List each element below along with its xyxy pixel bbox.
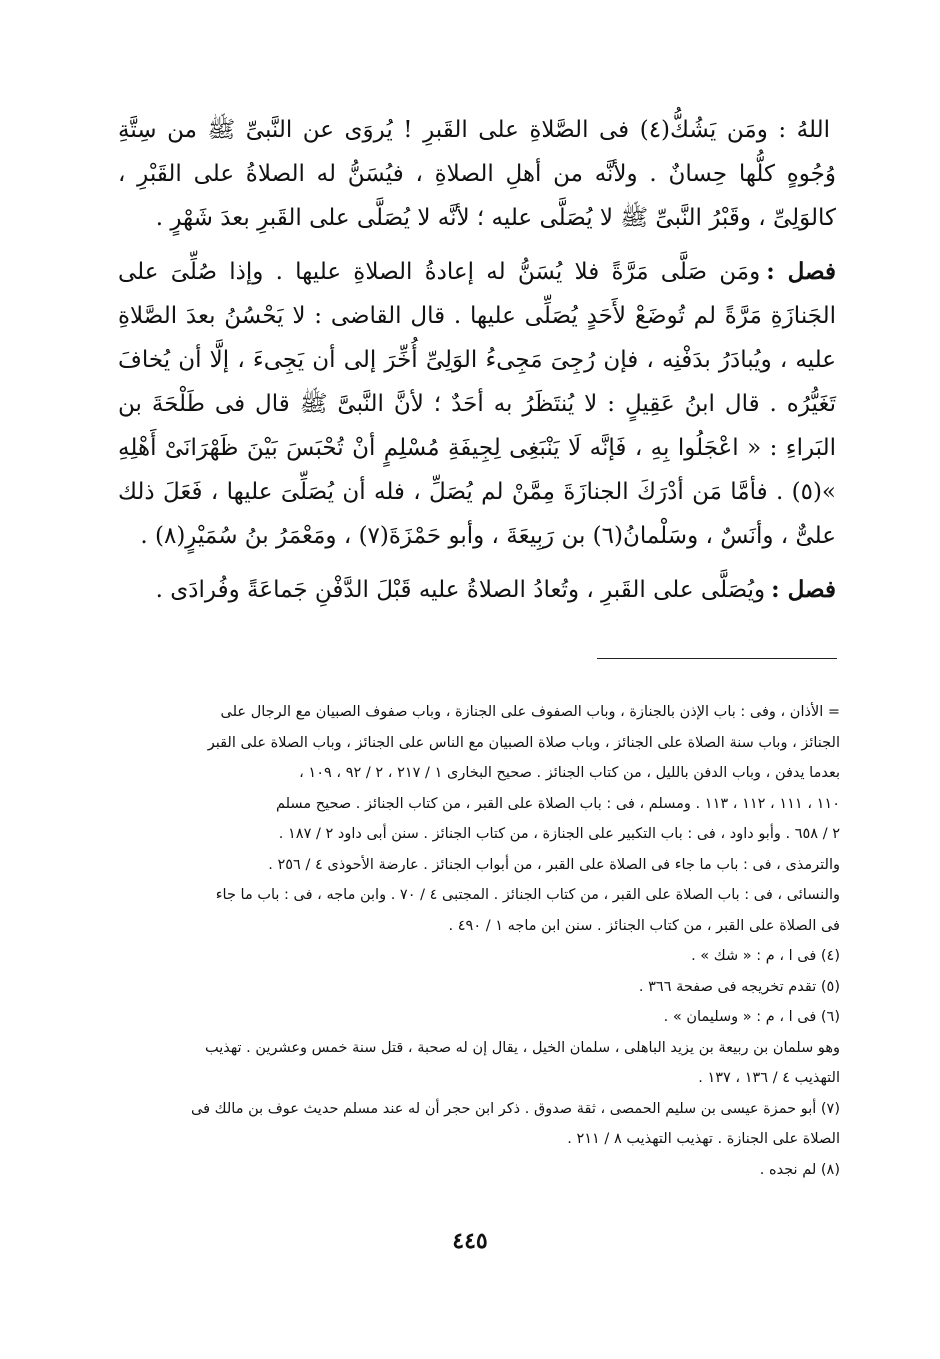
footnotes xyxy=(128,697,840,1185)
paragraph-heading: فصل : xyxy=(766,258,836,285)
footnote-line: والنسائى ، فى : باب الصلاة على القبر ، من كتاب الجنائز . المجتبى ٤ / ٧٠ . وابن ماجه ، فى : باب ما جاء xyxy=(215,887,840,903)
paragraph-1 xyxy=(118,108,836,240)
page-number: ٤٤٥ xyxy=(452,1228,488,1254)
footnote-8: (٨) لم نجده . xyxy=(759,1161,840,1178)
footnote-line: التهذيب ٤ / ١٣٦ ، ١٣٧ . xyxy=(698,1070,840,1086)
footnote-line: الصلاة على الجنازة . تهذيب التهذيب ٨ / ٢١١ . xyxy=(567,1131,840,1147)
paragraph-text: ومَن صَلَّى مَرَّةً فلا يُسَنُّ له إعادةُ الصلاةِ عليها . وإذا صُلِّىَ على الجَنازَةِ مَرَّةً لم تُوضَعْ لأَحَدٍ يُصَلِّى عليها . قال القاضى : لا يَحْسُنُ بعدَ الصَّلاةِ عليه ، ويُبادَرُ بدَفْنِه ، فإن رُجِىَ مَجِىءُ الوَلِىِّ أُخِّرَ إلى أن يَجِىءَ ، إلَّا أن يُخافَ تَغَيُّرُه . قال ابنُ عَقِيلٍ : لا يُنتَظَرُ به أحَدٌ ؛ لأنَّ النَّبىَّ ﷺ قال فى طَلْحَةَ بن البَراءِ : « اعْجَلُوا بِهِ ، فَإنَّه لَا يَنْبَغِى لِجِيفَةِ مُسْلِمٍ أنْ تُحْبَسَ بَيْنَ ظَهْرَانَىْ أَهْلِهِ »(٥) . فأمَّا مَن أدْرَكَ الجنازَةَ مِمَّنْ لم يُصَلِّ ، فله أن يُصَلِّىَ عليها ، فَعَلَ ذلك علىٌّ ، وأنَسٌ ، وسَلْمانُ(٦) بن رَبِيعَةَ ، وأبو حَمْزَةَ(٧) ، ومَعْمَرُ بنُ سُمَيْرٍ(٨) . xyxy=(118,259,836,549)
footnote-line: وهو سلمان بن ربيعة بن يزيد الباهلى ، سلمان الخيل ، يقال إن له صحبة ، قتل سنة خمس وعشرين . تهذيب xyxy=(204,1039,840,1056)
paragraph-heading: فصل : xyxy=(771,576,836,603)
paragraph-3 xyxy=(118,568,836,612)
footnote-line: الجنائز ، وباب سنة الصلاة على الجنائز ، وباب صلاة الصبيان مع الناس على الجنائز ، وباب الصلاة على القبر xyxy=(207,734,840,751)
paragraph-text: اللهُ : ومَن يَشُكُّ(٤) فى الصَّلاةِ على القَبرِ ! يُروَى عن النَّبىِّ ﷺ من سِتَّةِ وُجُوهٍ كلُّها حِسانٌ . ولأنَّه من أهلِ الصلاةِ ، فيُسَنُّ له الصلاةُ على القَبْرِ ، كالوَلِىِّ ، وقَبْرُ النَّبىِّ ﷺ لا يُصَلَّى عليه ؛ لأنَّه لا يُصَلَّى على القَبرِ بعدَ شَهْرٍ . xyxy=(118,117,836,231)
paragraph-2 xyxy=(118,250,836,558)
footnote-divider xyxy=(597,658,837,659)
footnote-4: (٤) فى ا ، م : « شك » . xyxy=(691,948,840,964)
footnote-line: ١١٠ ، ١١١ ، ١١٢ ، ١١٣ . ومسلم ، فى : باب الصلاة على القبر ، من كتاب الجنائز . صحيح مسلم xyxy=(275,795,840,812)
footnote-line: فى الصلاة على القبر ، من كتاب الجنائز . سنن ابن ماجه ١ / ٤٩٠ . xyxy=(448,917,840,934)
footnote-line: ٢ / ٦٥٨ . وأبو داود ، فى : باب التكبير على الجنازة ، من كتاب الجنائز . سنن أبى داود ٢ / ١٨٧ . xyxy=(278,826,840,842)
footnote-line: بعدما يدفن ، وباب الدفن بالليل ، من كتاب الجنائز . صحيح البخارى ١ / ٢١٧ ، ٢ / ٩٢ ، ١٠٩ ، xyxy=(299,765,840,781)
footnote-5: (٥) تقدم تخريجه فى صفحة ٣٦٦ . xyxy=(638,978,840,995)
footnote-6: (٦) فى ا ، م : « وسليمان » . xyxy=(663,1009,840,1025)
main-text xyxy=(118,108,836,622)
paragraph-text: ويُصَلَّى على القَبرِ ، وتُعادُ الصلاةُ عليه قَبْلَ الدَّفْنِ جَماعَةً وفُرادَى . xyxy=(155,577,766,603)
footnote-line: والترمذى ، فى : باب ما جاء فى الصلاة على القبر ، من أبواب الجنائز . عارضة الأحوذى ٤ / ٢٥٦ . xyxy=(268,856,840,873)
footnote-line: = الأذان ، وفى : باب الإذن بالجنازة ، وباب الصفوف على الجنازة ، وباب صفوف الصبيان مع الرجال على xyxy=(220,704,840,720)
footnote-7: (٧) أبو حمزة عيسى بن سليم الحمصى ، ثقة صدوق . ذكر ابن حجر أن له عند مسلم حديث عوف بن مالك فى xyxy=(191,1100,840,1117)
